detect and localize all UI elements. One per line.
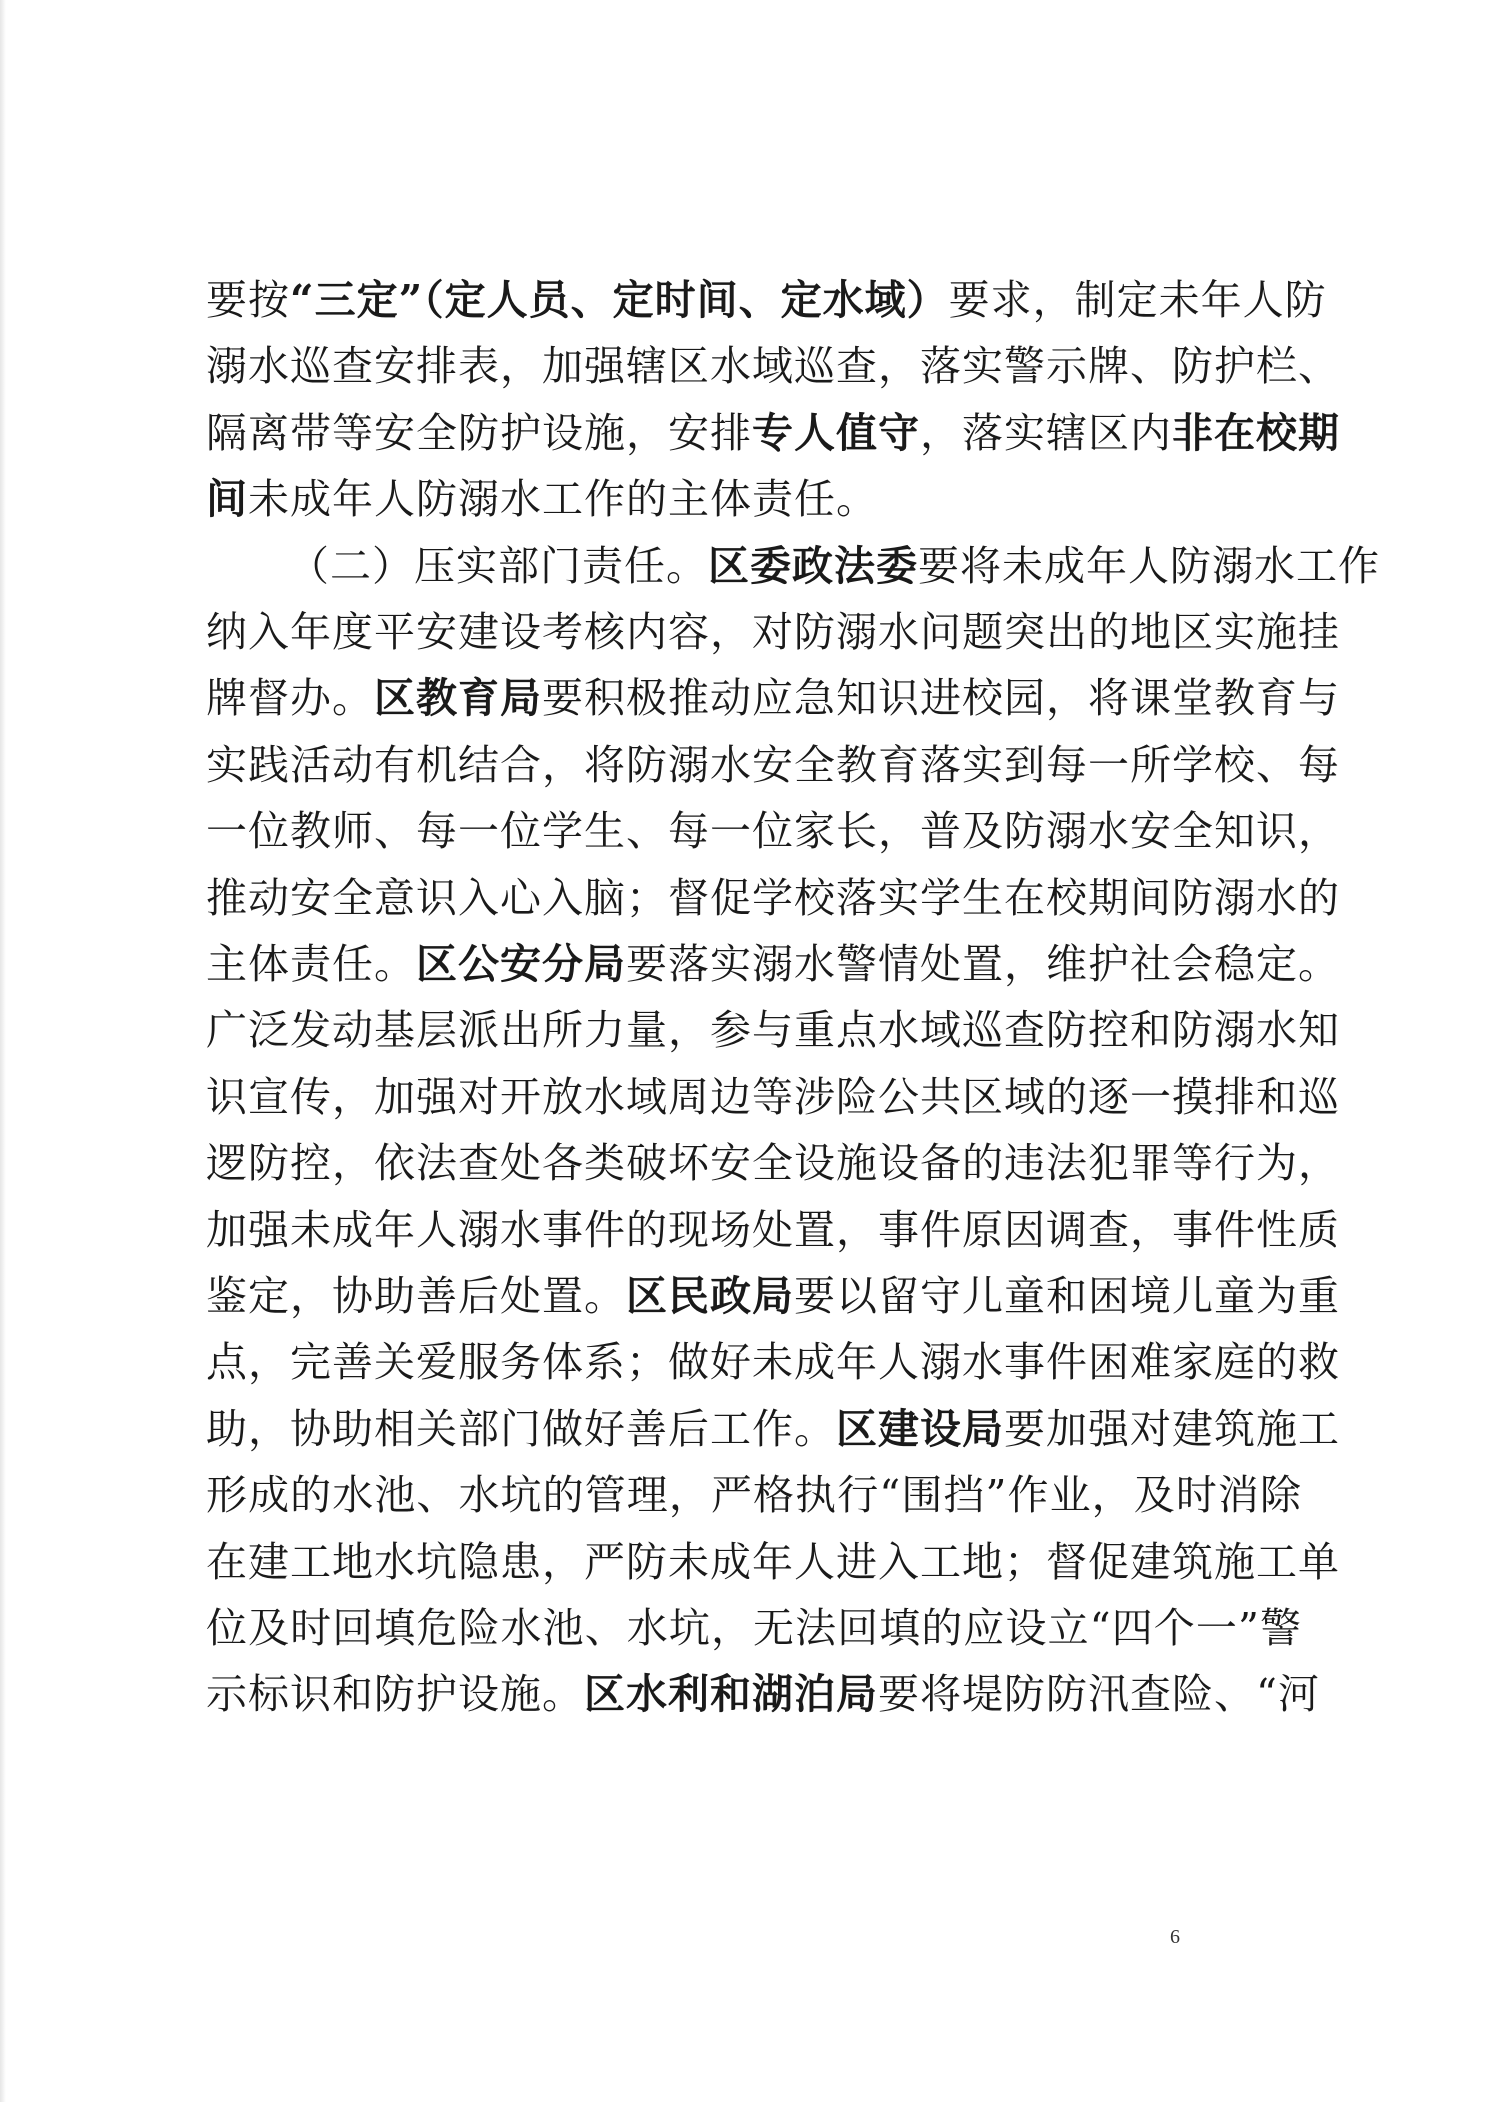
- text-run: 加强未成年人溺水事件的现场处置，事件原因调查，事件性质: [206, 1205, 1340, 1254]
- text-run: 隔离带等安全防护设施，安排: [206, 408, 752, 457]
- text-line: [206, 1067, 1340, 1127]
- text-line: [206, 934, 1340, 994]
- scan-edge-shadow: [0, 0, 6, 2102]
- text-line: [206, 336, 1340, 396]
- text-run: 广泛发动基层派出所力量，参与重点水域巡查防控和防溺水知: [206, 1006, 1340, 1055]
- text-run: 推动安全意识入心入脑；督促学校落实学生在校期间防溺水的: [206, 873, 1340, 922]
- text-run: 主体责任。: [206, 940, 416, 988]
- text-run: 位及时回填危险水池、水坑，无法回填的应设立“四个一”警: [206, 1604, 1302, 1652]
- text-run: 要按: [206, 276, 290, 324]
- text-line: [206, 1598, 1302, 1658]
- bold-text-run: 间: [206, 475, 248, 524]
- text-run: 未成年人防溺水工作的主体责任。: [248, 475, 878, 524]
- text-line: [206, 536, 1380, 596]
- text-run: 要落实溺水警情处置，维护社会稳定。: [626, 940, 1340, 988]
- text-run: 形成的水池、水坑的管理，严格执行“围挡”作业，及时消除: [206, 1471, 1302, 1520]
- text-run: 一位教师、每一位学生、每一位家长，普及防溺水安全知识，: [206, 807, 1340, 856]
- text-line: [206, 1465, 1302, 1525]
- text-run: 要将堤防防汛查险、“河: [878, 1670, 1320, 1719]
- text-run: 牌督办。: [206, 674, 374, 723]
- text-line: [206, 270, 1327, 330]
- text-run: 要求，制定未年人防: [948, 276, 1327, 324]
- text-run: 要将未成年人防溺水工作: [918, 541, 1380, 590]
- text-line: [206, 1332, 1340, 1392]
- text-run: （二）压实部门责任。: [288, 541, 708, 590]
- text-line: [206, 1133, 1340, 1193]
- text-run: 要加强对建筑施工: [1004, 1404, 1340, 1453]
- text-run: 示标识和防护设施。: [206, 1670, 584, 1719]
- text-line: [206, 735, 1340, 795]
- text-line: [206, 1532, 1340, 1592]
- text-run: 纳入年度平安建设考核内容，对防溺水问题突出的地区实施挂: [206, 608, 1340, 656]
- bold-text-run: 区水利和湖泊局: [584, 1670, 878, 1719]
- text-run: 助，协助相关部门做好善后工作。: [206, 1404, 836, 1453]
- text-run: 要以留守儿童和困境儿童为重: [794, 1272, 1340, 1320]
- text-line: [206, 1000, 1340, 1060]
- text-run: 逻防控，依法查处各类破坏安全设施设备的违法犯罪等行为，: [206, 1139, 1340, 1188]
- text-line: [206, 1664, 1320, 1724]
- bold-text-run: 区公安分局: [416, 940, 626, 988]
- text-line: [206, 1266, 1340, 1326]
- text-run: 在建工地水坑隐患，严防未成年人进入工地；督促建筑施工单: [206, 1537, 1340, 1586]
- bold-text-run: 区建设局: [836, 1404, 1004, 1453]
- text-run: 溺水巡查安排表，加强辖区水域巡查，落实警示牌、防护栏、: [206, 342, 1340, 391]
- bold-text-run: 区委政法委: [708, 541, 918, 590]
- text-run: 识宣传，加强对开放水域周边等涉险公共区域的逐一摸排和巡: [206, 1072, 1340, 1121]
- text-line: [206, 868, 1340, 928]
- bold-text-run: 区民政局: [626, 1272, 794, 1320]
- text-run: 鉴定，协助善后处置。: [206, 1272, 626, 1320]
- text-line: [206, 1399, 1340, 1459]
- text-run: ，落实辖区内: [920, 408, 1172, 457]
- bold-text-run: 区教育局: [374, 674, 542, 723]
- text-line: [206, 668, 1340, 728]
- text-line: [206, 801, 1340, 861]
- text-line: [206, 469, 1302, 529]
- text-line: [206, 602, 1340, 662]
- bold-text-run: 非在校期: [1172, 408, 1340, 457]
- bold-text-run: “三定”（定人员、定时间、定水域）: [290, 276, 949, 324]
- bold-text-run: 专人值守: [752, 408, 920, 457]
- text-run: 要积极推动应急知识进校园，将课堂教育与: [542, 674, 1340, 723]
- page-number: 6: [1170, 1926, 1180, 1948]
- text-line: [206, 1200, 1340, 1260]
- text-line: [206, 403, 1340, 463]
- text-run: 点，完善关爱服务体系；做好未成年人溺水事件困难家庭的救: [206, 1338, 1340, 1387]
- text-run: 实践活动有机结合，将防溺水安全教育落实到每一所学校、每: [206, 740, 1340, 789]
